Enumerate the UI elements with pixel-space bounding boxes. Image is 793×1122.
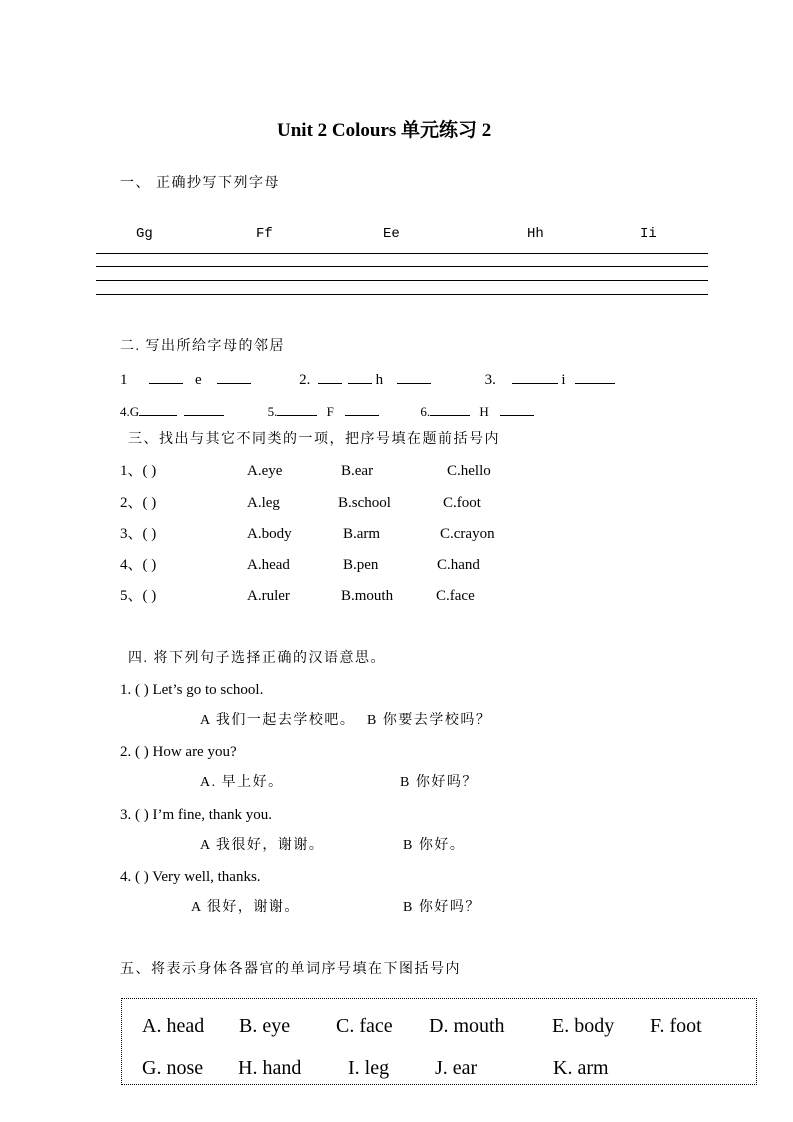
letter: Gg — [136, 226, 153, 242]
neighbor-row-1 — [120, 371, 615, 388]
writing-line — [96, 294, 708, 295]
blank[interactable] — [277, 403, 317, 416]
option-b: B.school — [338, 495, 391, 511]
option-b: B.ear — [341, 463, 374, 479]
blank[interactable] — [500, 403, 534, 416]
sentence: 1. ( ) Let’s go to school. — [120, 682, 264, 698]
section-3-heading: 三、找出与其它不同类的一项，把序号填在题前括号内 — [128, 432, 500, 447]
label: F — [326, 404, 334, 419]
body-word: D. mouth — [429, 1015, 505, 1037]
option-c: C.face — [436, 588, 475, 604]
blank[interactable] — [512, 371, 558, 384]
letter: Ii — [640, 226, 657, 242]
neighbor-row-2 — [120, 403, 534, 418]
section-5-heading: 五、将表示身体各器官的单词序号填在下图括号内 — [120, 962, 461, 977]
body-word: H. hand — [238, 1057, 302, 1079]
label: i — [561, 372, 566, 388]
option-b: B 你好吗？ — [400, 775, 478, 790]
label: 4.G — [120, 404, 140, 419]
option-b: B 你好吗？ — [403, 900, 481, 915]
body-word: G. nose — [142, 1057, 204, 1079]
page-title: Unit 2 Colours 单元练习 2 — [277, 120, 492, 141]
blank[interactable] — [345, 403, 379, 416]
blank[interactable] — [149, 371, 183, 384]
option-a: A 我很好，谢谢。 — [200, 838, 325, 853]
option-b: B.pen — [343, 557, 379, 573]
option-c: C.foot — [443, 495, 481, 511]
blank[interactable] — [397, 371, 431, 384]
sentence: 3. ( ) I’m fine, thank you. — [120, 807, 273, 823]
option-a: A.ruler — [247, 588, 290, 604]
question-number: 3、( ) — [120, 526, 157, 542]
label: h — [375, 372, 384, 388]
letter: Hh — [527, 226, 544, 242]
letter: Ff — [256, 226, 273, 242]
option-b: B.arm — [343, 526, 381, 542]
label: 6. — [420, 404, 431, 419]
option-a: A.head — [247, 557, 290, 573]
label: 3. — [484, 372, 496, 388]
body-word: J. ear — [435, 1057, 478, 1079]
label: e — [195, 372, 202, 388]
section-1-heading: 一、 正确抄写下列字母 — [120, 176, 280, 191]
option-b: B.mouth — [341, 588, 394, 604]
question-number: 2、( ) — [120, 495, 157, 511]
letter: Ee — [383, 226, 400, 242]
blank[interactable] — [430, 403, 470, 416]
body-word: B. eye — [239, 1015, 291, 1037]
label: 1 — [120, 372, 128, 388]
blank[interactable] — [318, 371, 342, 384]
body-word: E. body — [552, 1015, 615, 1037]
label: 2. — [299, 372, 311, 388]
body-word: I. leg — [348, 1057, 390, 1079]
option-c: C.hello — [447, 463, 491, 479]
option-a: A.leg — [247, 495, 280, 511]
question-number: 5、( ) — [120, 588, 157, 604]
option-b: B 你好。 — [403, 838, 466, 853]
option-c: C.hand — [437, 557, 480, 573]
body-word: C. face — [336, 1015, 393, 1037]
blank[interactable] — [139, 403, 177, 416]
writing-line — [96, 280, 708, 281]
body-word: F. foot — [650, 1015, 702, 1037]
option-a: A 我们一起去学校吧。 — [200, 713, 356, 728]
label: H — [479, 404, 489, 419]
question-number: 1、( ) — [120, 463, 157, 479]
writing-line — [96, 253, 708, 254]
body-word: A. head — [142, 1015, 205, 1037]
option-c: C.crayon — [440, 526, 495, 542]
sentence: 2. ( ) How are you? — [120, 744, 237, 760]
option-b: B 你要去学校吗？ — [367, 713, 492, 728]
section-2-heading: 二. 写出所给字母的邻居 — [120, 339, 285, 354]
label: 5. — [267, 404, 278, 419]
option-a: A.body — [247, 526, 292, 542]
option-a: A. 早上好。 — [200, 775, 284, 790]
sentence: 4. ( ) Very well, thanks. — [120, 869, 261, 885]
question-number: 4、( ) — [120, 557, 157, 573]
blank[interactable] — [348, 371, 372, 384]
blank[interactable] — [217, 371, 251, 384]
blank[interactable] — [575, 371, 615, 384]
writing-line — [96, 266, 708, 267]
section-4-heading: 四. 将下列句子选择正确的汉语意思。 — [128, 651, 386, 666]
body-word: K. arm — [553, 1057, 609, 1079]
option-a: A.eye — [247, 463, 283, 479]
option-a: A 很好，谢谢。 — [191, 900, 300, 915]
blank[interactable] — [184, 403, 224, 416]
